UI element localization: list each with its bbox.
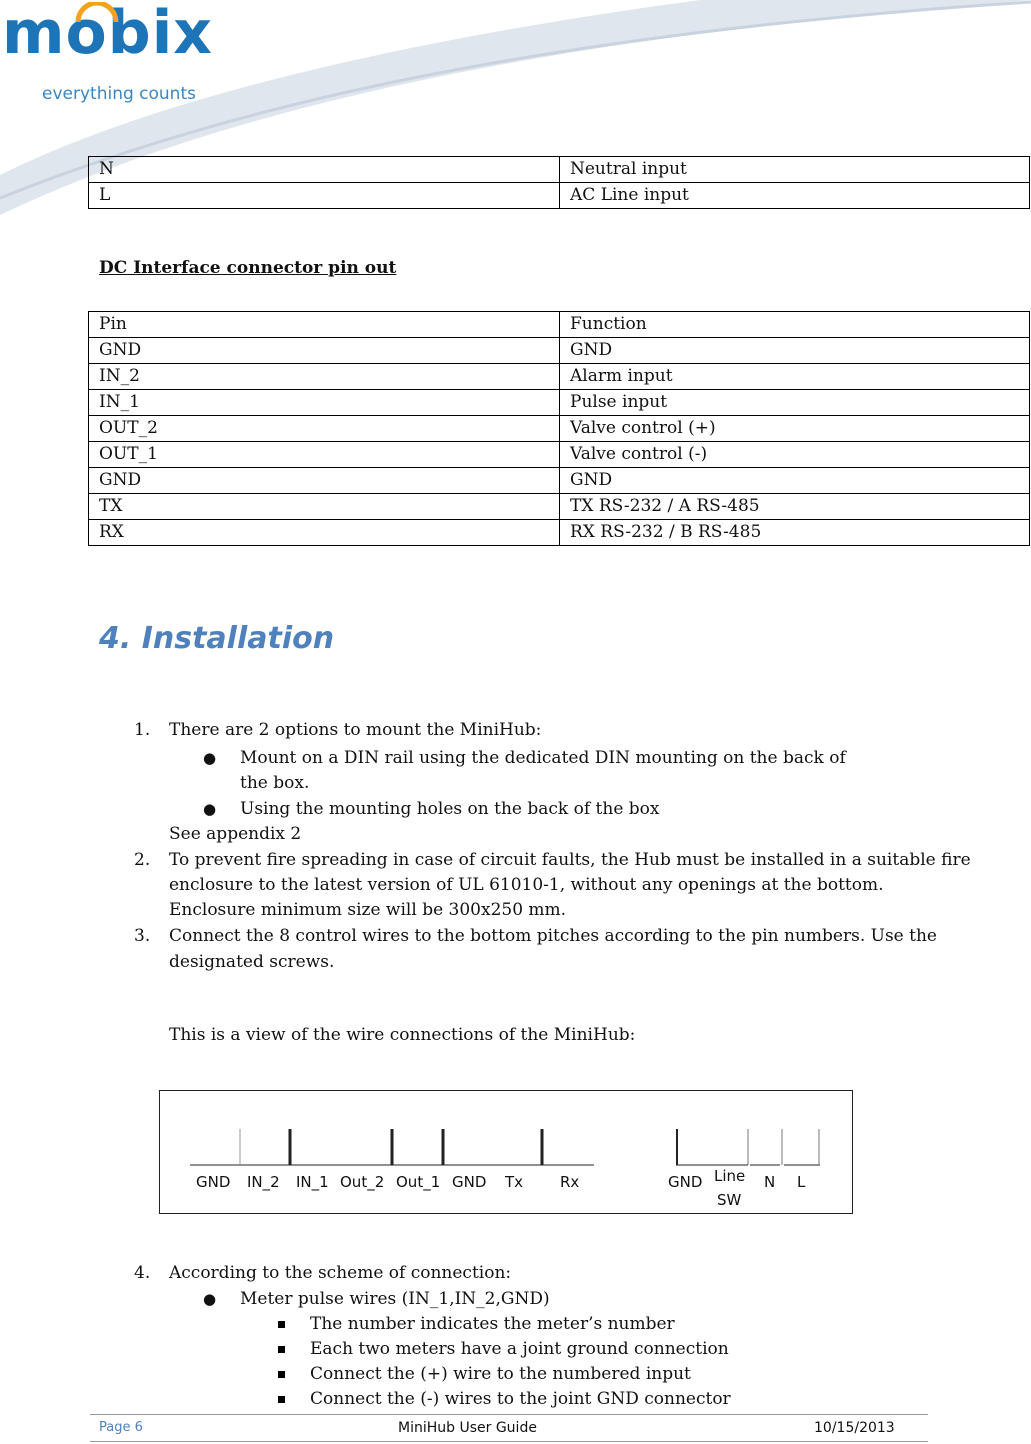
logo-tagline: everything counts (42, 84, 196, 104)
step-4-sub-3: Connect the (+) wire to the numbered input (310, 1364, 691, 1384)
step-4-text: According to the scheme of connection: (169, 1263, 512, 1283)
pin-cell: GND (89, 338, 560, 364)
pin-cell: L (89, 183, 560, 209)
step-2-line-1: To prevent fire spreading in case of circuit faults, the Hub must be installed in a suitable fire (169, 850, 971, 870)
pin-cell: GND (89, 468, 560, 494)
footer-divider-top (90, 1414, 928, 1415)
dc-section-heading: DC Interface connector pin out (99, 258, 397, 278)
terminal-label-tx: Tx (505, 1173, 524, 1191)
terminal-label-n: N (764, 1173, 776, 1191)
terminal-label-out-2: Out_2 (340, 1173, 385, 1191)
terminal-label-gnd-2: GND (452, 1173, 487, 1191)
table-row (89, 494, 1030, 520)
step-4-bullet: Meter pulse wires (IN_1,IN_2,GND) (240, 1289, 550, 1309)
step-1-text: There are 2 options to mount the MiniHub: (169, 720, 542, 740)
function-cell: Pulse input (560, 390, 1030, 416)
function-cell: TX RS-232 / A RS-485 (560, 494, 1030, 520)
footer-date: 10/15/2013 (814, 1420, 895, 1436)
table-row (89, 416, 1030, 442)
footer-page-number: Page 6 (99, 1420, 143, 1435)
step-2-line-3: Enclosure minimum size will be 300x250 mm. (169, 900, 567, 920)
terminal-label-in-1: IN_1 (296, 1173, 329, 1191)
terminal-block-lines (160, 1091, 852, 1213)
step-2-number: 2. (134, 850, 151, 870)
square-bullet-icon (278, 1321, 285, 1328)
table-row (89, 442, 1030, 468)
step-1-bullet-1-line-2: the box. (240, 773, 310, 793)
step-1-bullet-1-line-1: Mount on a DIN rail using the dedicated DIN mounting on the back of (240, 748, 846, 768)
dc-pin-table (88, 311, 1030, 546)
ac-pin-table (88, 156, 1030, 209)
function-cell: Valve control (+) (560, 416, 1030, 442)
column-header-pin: Pin (89, 312, 560, 338)
pin-cell: N (89, 157, 560, 183)
step-3-line-1: Connect the 8 control wires to the bottom pitches according to the pin numbers. Use the (169, 926, 937, 946)
pin-cell: OUT_1 (89, 442, 560, 468)
step-1-see-appendix: See appendix 2 (169, 824, 302, 844)
column-header-function: Function (560, 312, 1030, 338)
company-logo (0, 0, 270, 115)
step-2-line-2: enclosure to the latest version of UL 61010-1, without any openings at the bottom. (169, 875, 884, 895)
square-bullet-icon (278, 1346, 285, 1353)
footer-divider-bottom (90, 1441, 928, 1442)
bullet-icon: ● (203, 1290, 217, 1308)
pin-cell: TX (89, 494, 560, 520)
pin-cell: IN_2 (89, 364, 560, 390)
table-row (89, 390, 1030, 416)
table-row (89, 468, 1030, 494)
step-4-sub-1: The number indicates the meter’s number (310, 1314, 675, 1334)
table-row (89, 157, 1030, 183)
square-bullet-icon (278, 1371, 285, 1378)
table-row (89, 520, 1030, 546)
bullet-icon: ● (203, 800, 217, 818)
step-3-line-2: designated screws. (169, 952, 335, 972)
logo-arc-icon (74, 2, 120, 24)
logo-wordmark: mobix (2, 0, 213, 68)
step-1-bullet-2: Using the mounting holes on the back of the box (240, 799, 660, 819)
square-bullet-icon (278, 1396, 285, 1403)
table-row (89, 338, 1030, 364)
step-3-number: 3. (134, 926, 151, 946)
terminal-label-l: L (797, 1173, 806, 1191)
terminal-label-rx: Rx (560, 1173, 580, 1191)
chapter-title: 4. Installation (99, 621, 335, 656)
terminal-label-ac-gnd: GND (668, 1173, 703, 1191)
terminal-label-gnd: GND (196, 1173, 231, 1191)
footer-document-title: MiniHub User Guide (398, 1420, 537, 1436)
table-row (89, 183, 1030, 209)
wire-connections-diagram (159, 1090, 853, 1214)
terminal-label-line: Line (714, 1167, 746, 1185)
function-cell: AC Line input (560, 183, 1030, 209)
function-cell: Alarm input (560, 364, 1030, 390)
terminal-label-sw: SW (717, 1191, 742, 1209)
function-cell: GND (560, 468, 1030, 494)
function-cell: GND (560, 338, 1030, 364)
step-4-sub-4: Connect the (-) wires to the joint GND connector (310, 1389, 731, 1409)
table-row (89, 364, 1030, 390)
step-4-number: 4. (134, 1263, 151, 1283)
function-cell: Neutral input (560, 157, 1030, 183)
terminal-label-in-2: IN_2 (247, 1173, 280, 1191)
pin-cell: OUT_2 (89, 416, 560, 442)
step-1-number: 1. (134, 720, 151, 740)
function-cell: Valve control (-) (560, 442, 1030, 468)
diagram-intro-text: This is a view of the wire connections of the MiniHub: (169, 1025, 636, 1045)
pin-cell: IN_1 (89, 390, 560, 416)
step-4-sub-2: Each two meters have a joint ground connection (310, 1339, 729, 1359)
bullet-icon: ● (203, 749, 217, 767)
pin-cell: RX (89, 520, 560, 546)
terminal-label-out-1: Out_1 (396, 1173, 441, 1191)
function-cell: RX RS-232 / B RS-485 (560, 520, 1030, 546)
table-header-row (89, 312, 1030, 338)
